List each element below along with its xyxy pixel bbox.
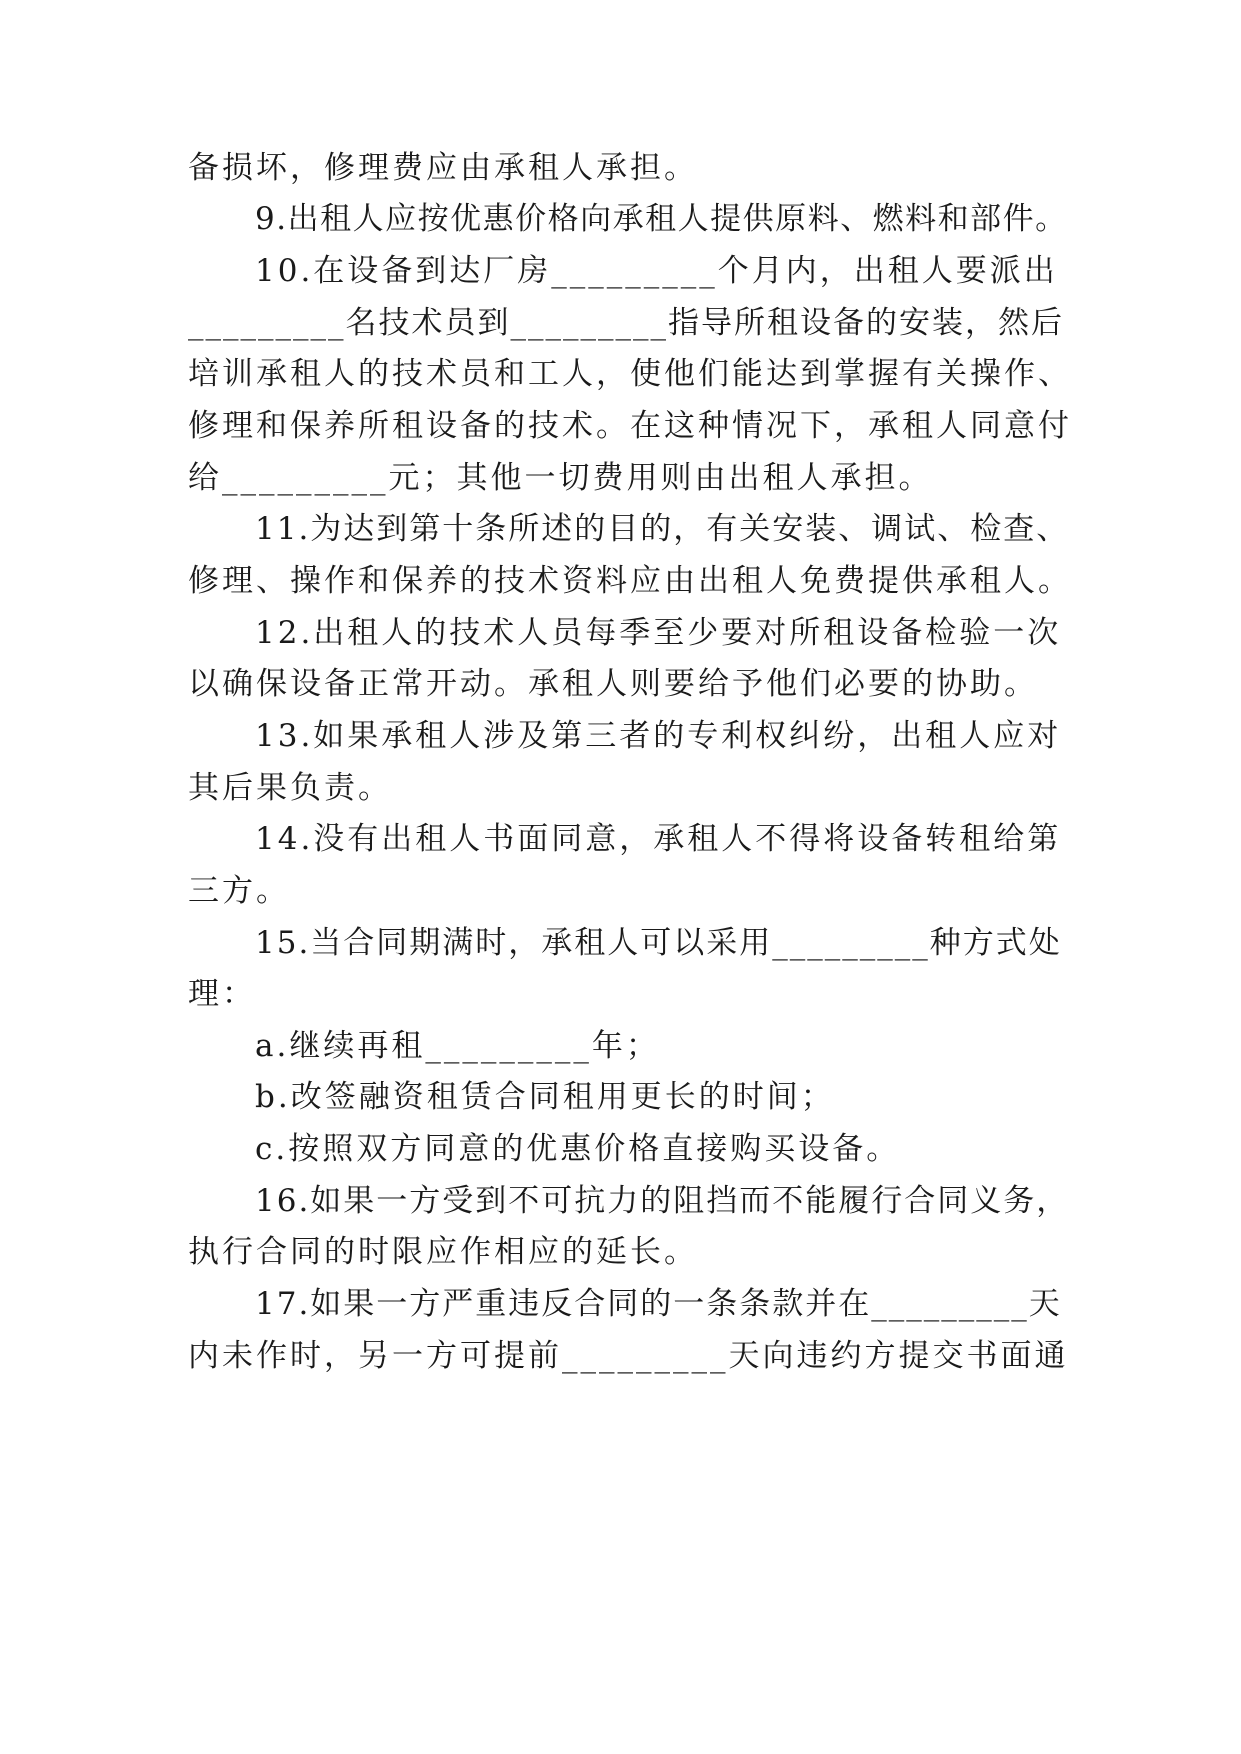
text-line: 11.为达到第十条所述的目的，有关安装、调试、检查、	[255, 511, 1070, 547]
text-line: 修理、操作和保养的技术资料应由出租人免费提供承租人。	[188, 563, 1072, 599]
text-line: 16.如果一方受到不可抗力的阻挡而不能履行合同义务，	[255, 1183, 1070, 1219]
text-line: 培训承租人的技术员和工人，使他们能达到掌握有关操作、	[188, 356, 1072, 392]
text-line: 9.出租人应按优惠价格向承租人提供原料、燃料和部件。	[255, 201, 1068, 237]
text-line: 15.当合同期满时，承租人可以采用_________种方式处	[255, 925, 1062, 961]
text-line: 13.如果承租人涉及第三者的专利权纠纷，出租人应对	[255, 718, 1062, 754]
text-line: 12.出租人的技术人员每季至少要对所租设备检验一次	[255, 615, 1062, 651]
text-line: 17.如果一方严重违反合同的一条条款并在_________天	[255, 1286, 1062, 1322]
text-line: 10.在设备到达厂房_________个月内，出租人要派出	[255, 253, 1058, 289]
text-line: 修理和保养所租设备的技术。在这种情况下，承租人同意付	[188, 408, 1072, 444]
text-line: 给_________元；其他一切费用则由出租人承担。	[188, 460, 933, 496]
text-line: 理：	[188, 976, 256, 1012]
text-line: 以确保设备正常开动。承租人则要给予他们必要的协助。	[188, 666, 1038, 702]
text-line: 14.没有出租人书面同意，承租人不得将设备转租给第	[255, 821, 1062, 857]
text-line: 其后果负责。	[188, 770, 392, 806]
text-line: 执行合同的时限应作相应的延长。	[188, 1234, 698, 1270]
text-line: 内未作时，另一方可提前_________天向违约方提交书面通	[188, 1338, 1069, 1374]
text-line: _________名技术员到_________指导所租设备的安装，然后	[188, 305, 1064, 341]
text-line: 三方。	[188, 873, 290, 909]
text-line: a.继续再租_________年；	[255, 1028, 660, 1064]
text-line: b.改签融资租赁合同租用更长的时间；	[255, 1079, 835, 1115]
text-line: c.按照双方同意的优惠价格直接购买设备。	[255, 1131, 901, 1167]
text-line: 备损坏，修理费应由承租人承担。	[188, 150, 698, 186]
